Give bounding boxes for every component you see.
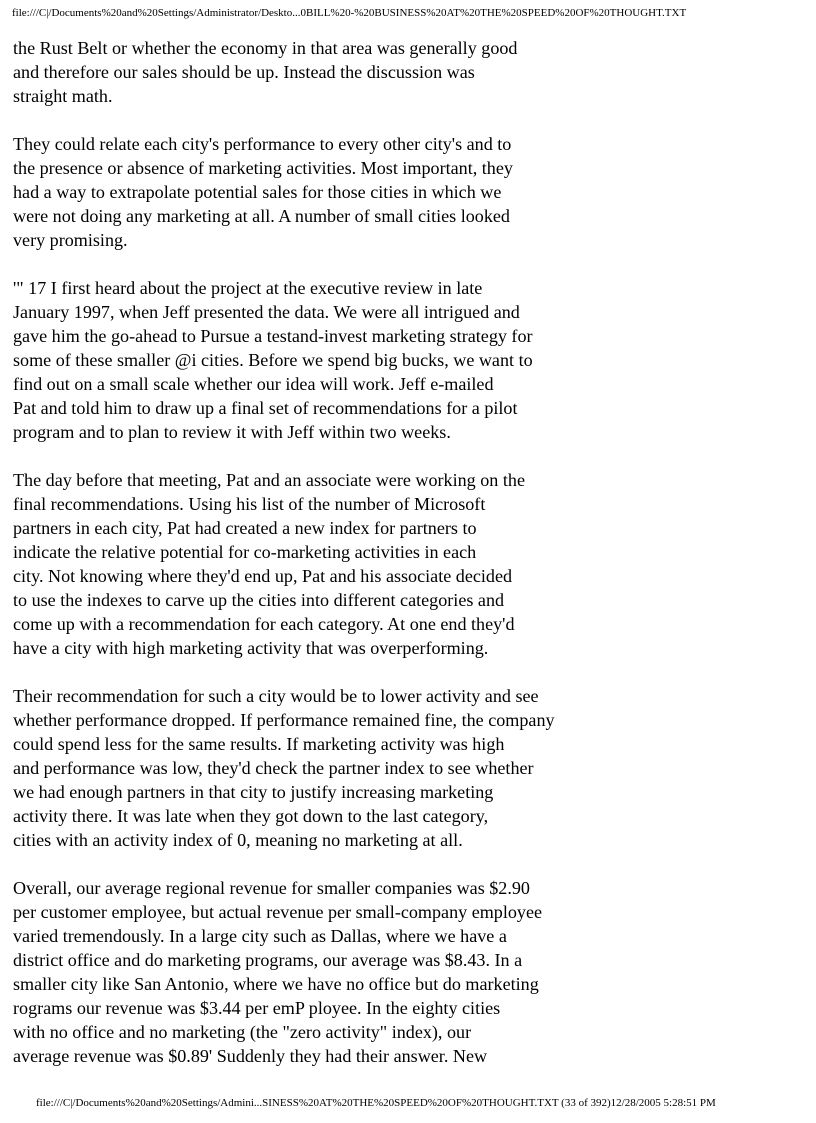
- text-line: smaller city like San Antonio, where we have no office but do marketing: [13, 974, 539, 994]
- text-line: They could relate each city's performance to every other city's and to: [13, 134, 512, 154]
- text-line: had a way to extrapolate potential sales for those cities in which we: [13, 182, 502, 202]
- text-line: indicate the relative potential for co-marketing activities in each: [13, 542, 477, 562]
- text-line: gave him the go-ahead to Pursue a testand-invest marketing strategy for: [13, 326, 533, 346]
- text-line: and performance was low, they'd check the partner index to see whether: [13, 758, 534, 778]
- text-line: program and to plan to review it with Jeff within two weeks.: [13, 422, 451, 442]
- text-line: The day before that meeting, Pat and an associate were working on the: [13, 470, 525, 490]
- text-line: partners in each city, Pat had created a new index for partners to: [13, 518, 477, 538]
- text-line: Their recommendation for such a city would be to lower activity and see: [13, 686, 539, 706]
- text-line: average revenue was $0.89' Suddenly they had their answer. New: [13, 1046, 488, 1066]
- paragraph: [13, 684, 803, 852]
- text-line: we had enough partners in that city to justify increasing marketing: [13, 782, 494, 802]
- text-line: Overall, our average regional revenue for smaller companies was $2.90: [13, 878, 530, 898]
- text-line: straight math.: [13, 86, 113, 106]
- text-line: city. Not knowing where they'd end up, Pat and his associate decided: [13, 566, 513, 586]
- document-body: [13, 36, 803, 1092]
- header-file-path: file:///C|/Documents%20and%20Settings/Administrator/Deskto...0BILL%20-%20BUSINESS%20AT%20THE%20SPEED%20OF%20THOUGHT.TXT: [12, 7, 687, 19]
- paragraph: [13, 36, 803, 108]
- text-line: and therefore our sales should be up. Instead the discussion was: [13, 62, 475, 82]
- text-line: have a city with high marketing activity that was overperforming.: [13, 638, 489, 658]
- text-line: very promising.: [13, 230, 128, 250]
- text-line: whether performance dropped. If performance remained fine, the company: [13, 710, 555, 730]
- text-line: varied tremendously. In a large city such as Dallas, where we have a: [13, 926, 507, 946]
- text-line: the Rust Belt or whether the economy in that area was generally good: [13, 38, 518, 58]
- text-line: come up with a recommendation for each category. At one end they'd: [13, 614, 515, 634]
- text-line: find out on a small scale whether our idea will work. Jeff e-mailed: [13, 374, 494, 394]
- text-line: some of these smaller @i cities. Before we spend big bucks, we want to: [13, 350, 533, 370]
- text-line: activity there. It was late when they got down to the last category,: [13, 806, 489, 826]
- text-line: January 1997, when Jeff presented the data. We were all intrigued and: [13, 302, 520, 322]
- text-line: district office and do marketing programs, our average was $8.43. In a: [13, 950, 523, 970]
- text-line: final recommendations. Using his list of the number of Microsoft: [13, 494, 486, 514]
- text-line: Pat and told him to draw up a final set of recommendations for a pilot: [13, 398, 518, 418]
- text-line: to use the indexes to carve up the cities into different categories and: [13, 590, 505, 610]
- text-line: could spend less for the same results. If marketing activity was high: [13, 734, 505, 754]
- footer-file-path: file:///C|/Documents%20and%20Settings/Admini...SINESS%20AT%20THE%20SPEED%20OF%20THOUGHT.TXT (33 of 392)12/28/2005 5:28:51 PM: [36, 1097, 716, 1109]
- text-line: cities with an activity index of 0, meaning no marketing at all.: [13, 830, 463, 850]
- text-line: the presence or absence of marketing activities. Most important, they: [13, 158, 513, 178]
- text-line: per customer employee, but actual revenue per small-company employee: [13, 902, 543, 922]
- text-line: with no office and no marketing (the "zero activity" index), our: [13, 1022, 472, 1042]
- paragraph: [13, 132, 803, 252]
- text-line: '" 17 I first heard about the project at the executive review in late: [13, 278, 483, 298]
- text-line: rograms our revenue was $3.44 per emP ployee. In the eighty cities: [13, 998, 501, 1018]
- text-line: were not doing any marketing at all. A number of small cities looked: [13, 206, 510, 226]
- paragraph: [13, 876, 803, 1068]
- paragraph: [13, 468, 803, 660]
- paragraph: [13, 276, 803, 444]
